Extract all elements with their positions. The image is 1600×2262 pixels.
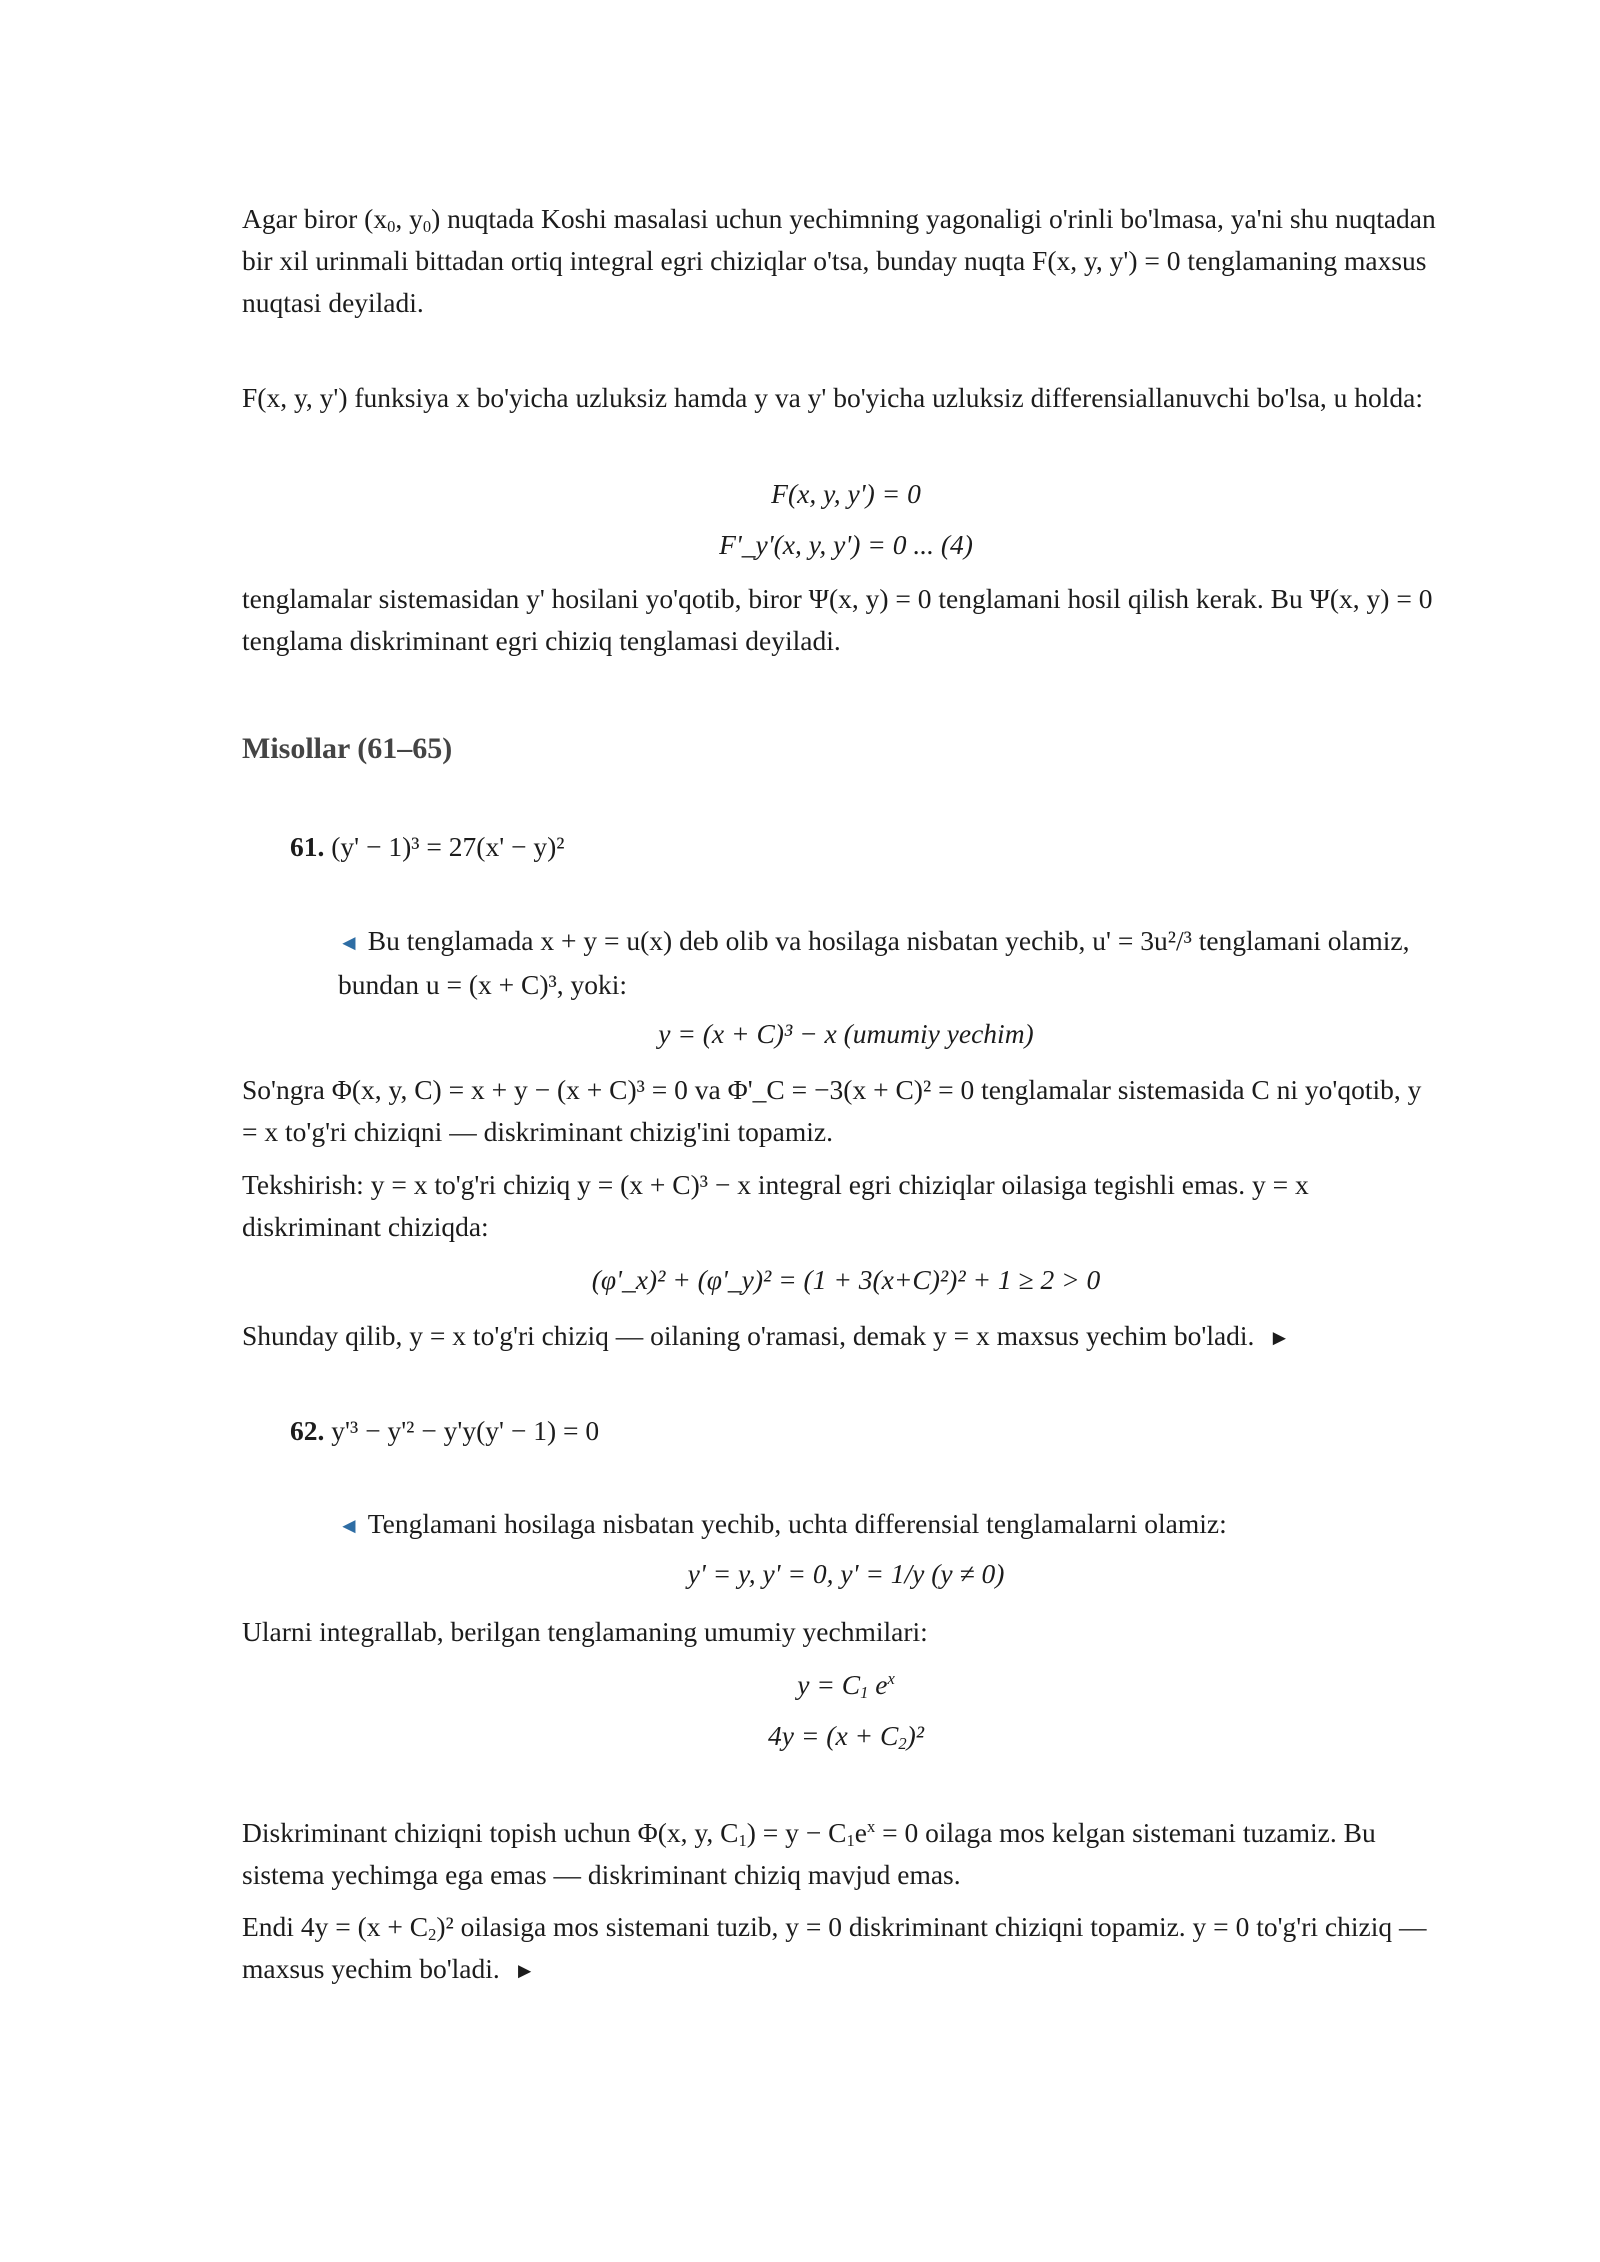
equation-three-des: y' = y, y' = 0, y' = 1/y (y ≠ 0) bbox=[687, 1558, 1005, 1589]
paragraph-discriminant-curve: tenglamalar sistemasidan y' hosilani yo'qotib, biror Ψ(x, y) = 0 tenglamani hosil qilish kerak. Bu Ψ(x, y) = 0 tenglama diskriminant egri chiziq tenglamasi deyiladi. bbox=[242, 583, 1433, 656]
start-triangle-icon: ◄ bbox=[338, 930, 360, 955]
example-number: 61. bbox=[290, 831, 325, 862]
example-62-heading bbox=[290, 1410, 1440, 1452]
equation-exp-solution: $y = C_1$ $e^x$ bbox=[797, 1669, 895, 1703]
equation-f-derivative: F'_y'(x, y, y') = 0 ... (4) bbox=[719, 529, 973, 560]
example-number: 62. bbox=[290, 1415, 325, 1446]
example-62-paragraph-2: Diskriminant chiziqni topish uchun Φ(x, y, $C_1) = y - C_1e^x = 0$ oilaga mos kelgan sistemani tuzamiz. Bu sistema yechimga ega emas — diskriminant chiziq mavjud emas. bbox=[242, 1817, 1376, 1890]
example-62-paragraph-1: Ularni integrallab, berilgan tenglamaning umumiy yechmilari: bbox=[242, 1616, 928, 1647]
example-equation: (y' − 1)³ = 27(x' − y)² bbox=[331, 831, 565, 862]
equation-parabola-solution: $4y = (x + C_2)^2$ bbox=[768, 1720, 924, 1754]
paragraph-condition: F(x, y, y') funksiya x bo'yicha uzluksiz hamda y va y' bo'yicha uzluksiz differensiallanuvchi bo'lsa, u holda: bbox=[242, 382, 1424, 413]
equation-check: (φ'_x)² + (φ'_y)² = (1 + 3(x+C)²)² + 1 ≥ 2 > 0 bbox=[591, 1264, 1101, 1295]
example-61-paragraph-2: Tekshirish: y = x to'g'ri chiziq y = (x + C)³ − x integral egri chiziqlar oilasiga tegishli emas. y = x diskriminant chiziqda: bbox=[242, 1169, 1309, 1242]
example-61-paragraph-1: So'ngra Φ(x, y, C) = x + y − (x + C)³ = 0 va Φ'_C = −3(x + C)² = 0 tenglamalar sistemasida C ni yo'qotib, y = x to'g'ri chiziqni — diskriminant chizig'ini topamiz. bbox=[242, 1074, 1422, 1147]
example-61-solution-start: ◄ Bu tenglamada x + y = u(x) deb olib va hosilaga nisbatan yechib, u' = 3u²/³ tenglamani olamiz, bundan u = (x + C)³, yoki: bbox=[338, 925, 1410, 1000]
section-title: Misollar (61–65) bbox=[242, 732, 453, 765]
example-61-heading bbox=[290, 826, 1440, 868]
equation-general-solution: y = (x + C)³ − x (umumiy yechim) bbox=[658, 1018, 1034, 1049]
start-triangle-icon: ◄ bbox=[338, 1513, 360, 1538]
paragraph-cauchy-singular-point: Agar biror ($x_0$, $y_0$) nuqtada Koshi masalasi uchun yechimning yagonaligi o'rinli bo'lmasa, ya'ni shu nuqtadan bir xil urinmali bittadan ortiq integral egri chiziqlar o'tsa, bunday nuqta F(x, y, y') = 0 tenglamaning maxsus nuqtasi deyiladi. bbox=[242, 203, 1436, 318]
end-triangle-icon: ► bbox=[513, 1958, 536, 1983]
example-61-paragraph-3: Shunday qilib, y = x to'g'ri chiziq — oilaning o'ramasi, demak y = x maxsus yechim bo'ladi. ► bbox=[242, 1320, 1291, 1351]
example-62-paragraph-3: Endi $4y = (x + C_2)^2$ oilasiga mos sistemani tuzib, y = 0 diskriminant chiziqni topamiz. y = 0 to'g'ri chiziq — maxsus yechim bo'ladi. ► bbox=[242, 1911, 1427, 1984]
end-triangle-icon: ► bbox=[1268, 1325, 1291, 1350]
example-62-solution-start: ◄ Tenglamani hosilaga nisbatan yechib, uchta differensial tenglamalarni olamiz: bbox=[338, 1508, 1227, 1539]
example-equation: y'³ − y'² − y'y(y' − 1) = 0 bbox=[331, 1415, 600, 1446]
equation-f: F(x, y, y') = 0 bbox=[771, 478, 921, 509]
